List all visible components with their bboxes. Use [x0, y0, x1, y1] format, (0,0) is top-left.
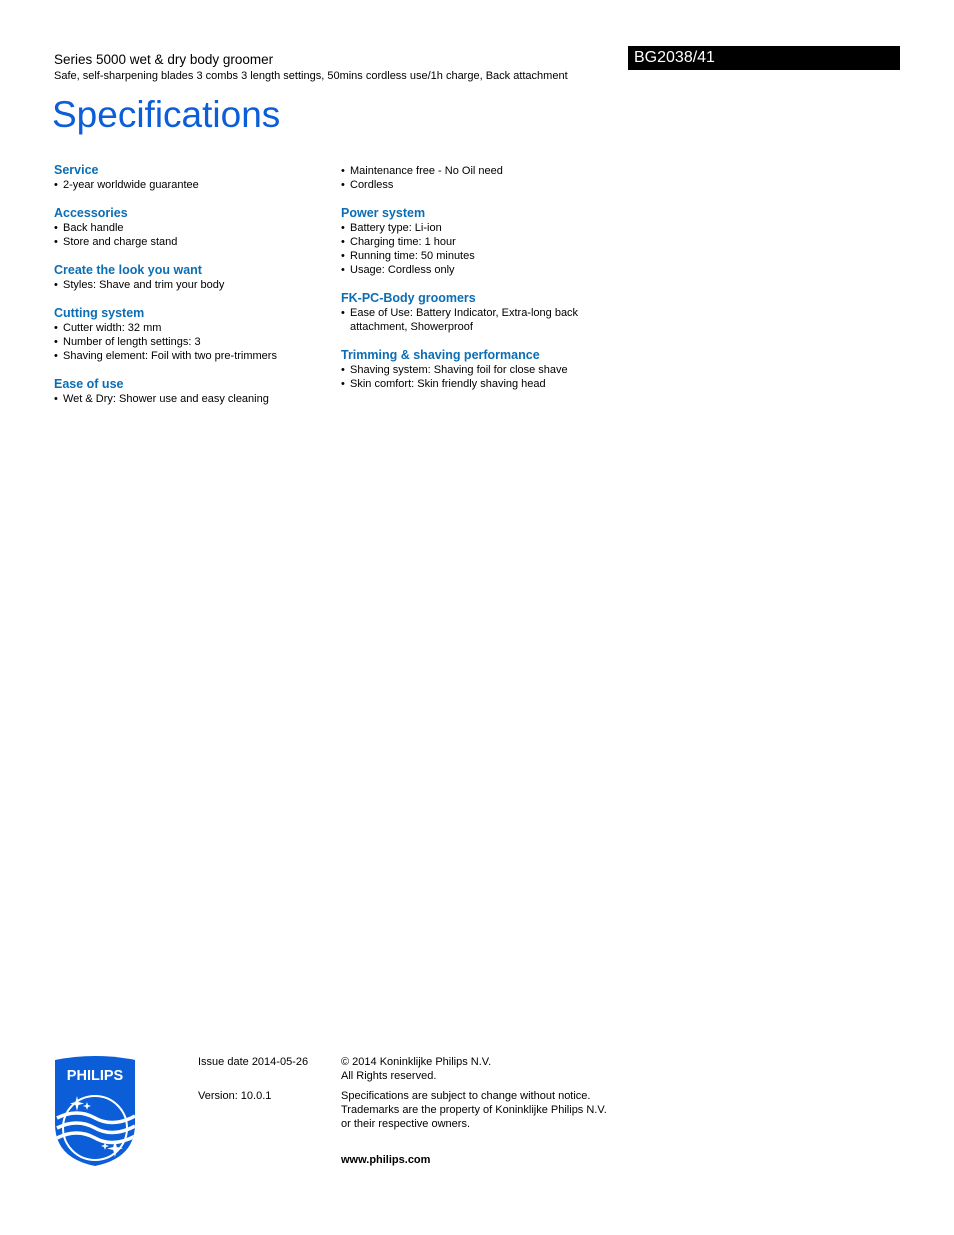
product-title: Series 5000 wet & dry body groomer [54, 52, 274, 67]
spec-section-trimming-shaving [341, 348, 621, 391]
spec-item: • Wet & Dry: Shower use and easy cleaning [54, 392, 334, 406]
issue-date: Issue date 2014-05-26 [198, 1056, 309, 1068]
spec-item: • 2-year worldwide guarantee [54, 178, 334, 192]
spec-item: • Number of length settings: 3 [54, 335, 334, 349]
spec-heading: Power system [341, 206, 426, 220]
spec-item: • Cutter width: 32 mm [54, 321, 334, 335]
spec-item: • Cordless [341, 178, 621, 192]
philips-shield-logo [53, 1054, 137, 1168]
spec-section-power-system [341, 206, 621, 277]
spec-item: • Shaving element: Foil with two pre-trimmers [54, 349, 334, 363]
spec-section-cutting-system [54, 306, 334, 363]
spec-item: • Running time: 50 minutes [341, 249, 621, 263]
spec-section-continued [341, 164, 621, 192]
copyright [341, 1055, 491, 1083]
legal-notice [341, 1089, 621, 1131]
spec-item: • Ease of Use: Battery Indicator, Extra-long back attachment, Showerproof [341, 306, 600, 334]
spec-section-body-groomers [341, 291, 621, 334]
spec-item: • Battery type: Li-ion [341, 221, 621, 235]
spec-heading: Ease of use [54, 377, 124, 391]
model-number-badge [628, 46, 900, 70]
specs-right-column [341, 163, 621, 405]
website-link[interactable]: www.philips.com [341, 1154, 431, 1166]
spec-heading: Accessories [54, 206, 128, 220]
spec-item: • Shaving system: Shaving foil for close shave [341, 363, 621, 377]
product-subtitle: Safe, self-sharpening blades 3 combs 3 length settings, 50mins cordless use/1h charge, Back attachment [54, 70, 568, 82]
spec-heading: Service [54, 163, 99, 177]
spec-item: • Maintenance free - No Oil need [341, 164, 621, 178]
notice-line: Trademarks are the property of Koninklijke Philips N.V. [341, 1104, 607, 1116]
spec-section-create-look [54, 263, 334, 292]
spec-item: • Store and charge stand [54, 235, 334, 249]
specs-left-column [54, 163, 334, 420]
spec-heading: Cutting system [54, 306, 145, 320]
model-number: BG2038/41 [634, 49, 715, 66]
version: Version: 10.0.1 [198, 1090, 272, 1102]
spec-heading: FK-PC-Body groomers [341, 291, 476, 305]
spec-item: • Skin comfort: Skin friendly shaving head [341, 377, 621, 391]
page-title: Specifications [52, 94, 281, 135]
spec-section-ease-of-use [54, 377, 334, 406]
notice-line: or their respective owners. [341, 1118, 470, 1130]
spec-item: • Back handle [54, 221, 334, 235]
spec-item: • Styles: Shave and trim your body [54, 278, 334, 292]
spec-item: • Charging time: 1 hour [341, 235, 621, 249]
spec-section-accessories [54, 206, 334, 249]
spec-heading: Create the look you want [54, 263, 202, 277]
logo-wordmark: PHILIPS [66, 1068, 124, 1084]
spec-section-service [54, 163, 334, 192]
notice-line: Specifications are subject to change without notice. [341, 1090, 591, 1102]
spec-item: • Usage: Cordless only [341, 263, 621, 277]
spec-heading: Trimming & shaving performance [341, 348, 540, 362]
copyright-line: All Rights reserved. [341, 1070, 437, 1082]
copyright-line: © 2014 Koninklijke Philips N.V. [341, 1056, 492, 1068]
